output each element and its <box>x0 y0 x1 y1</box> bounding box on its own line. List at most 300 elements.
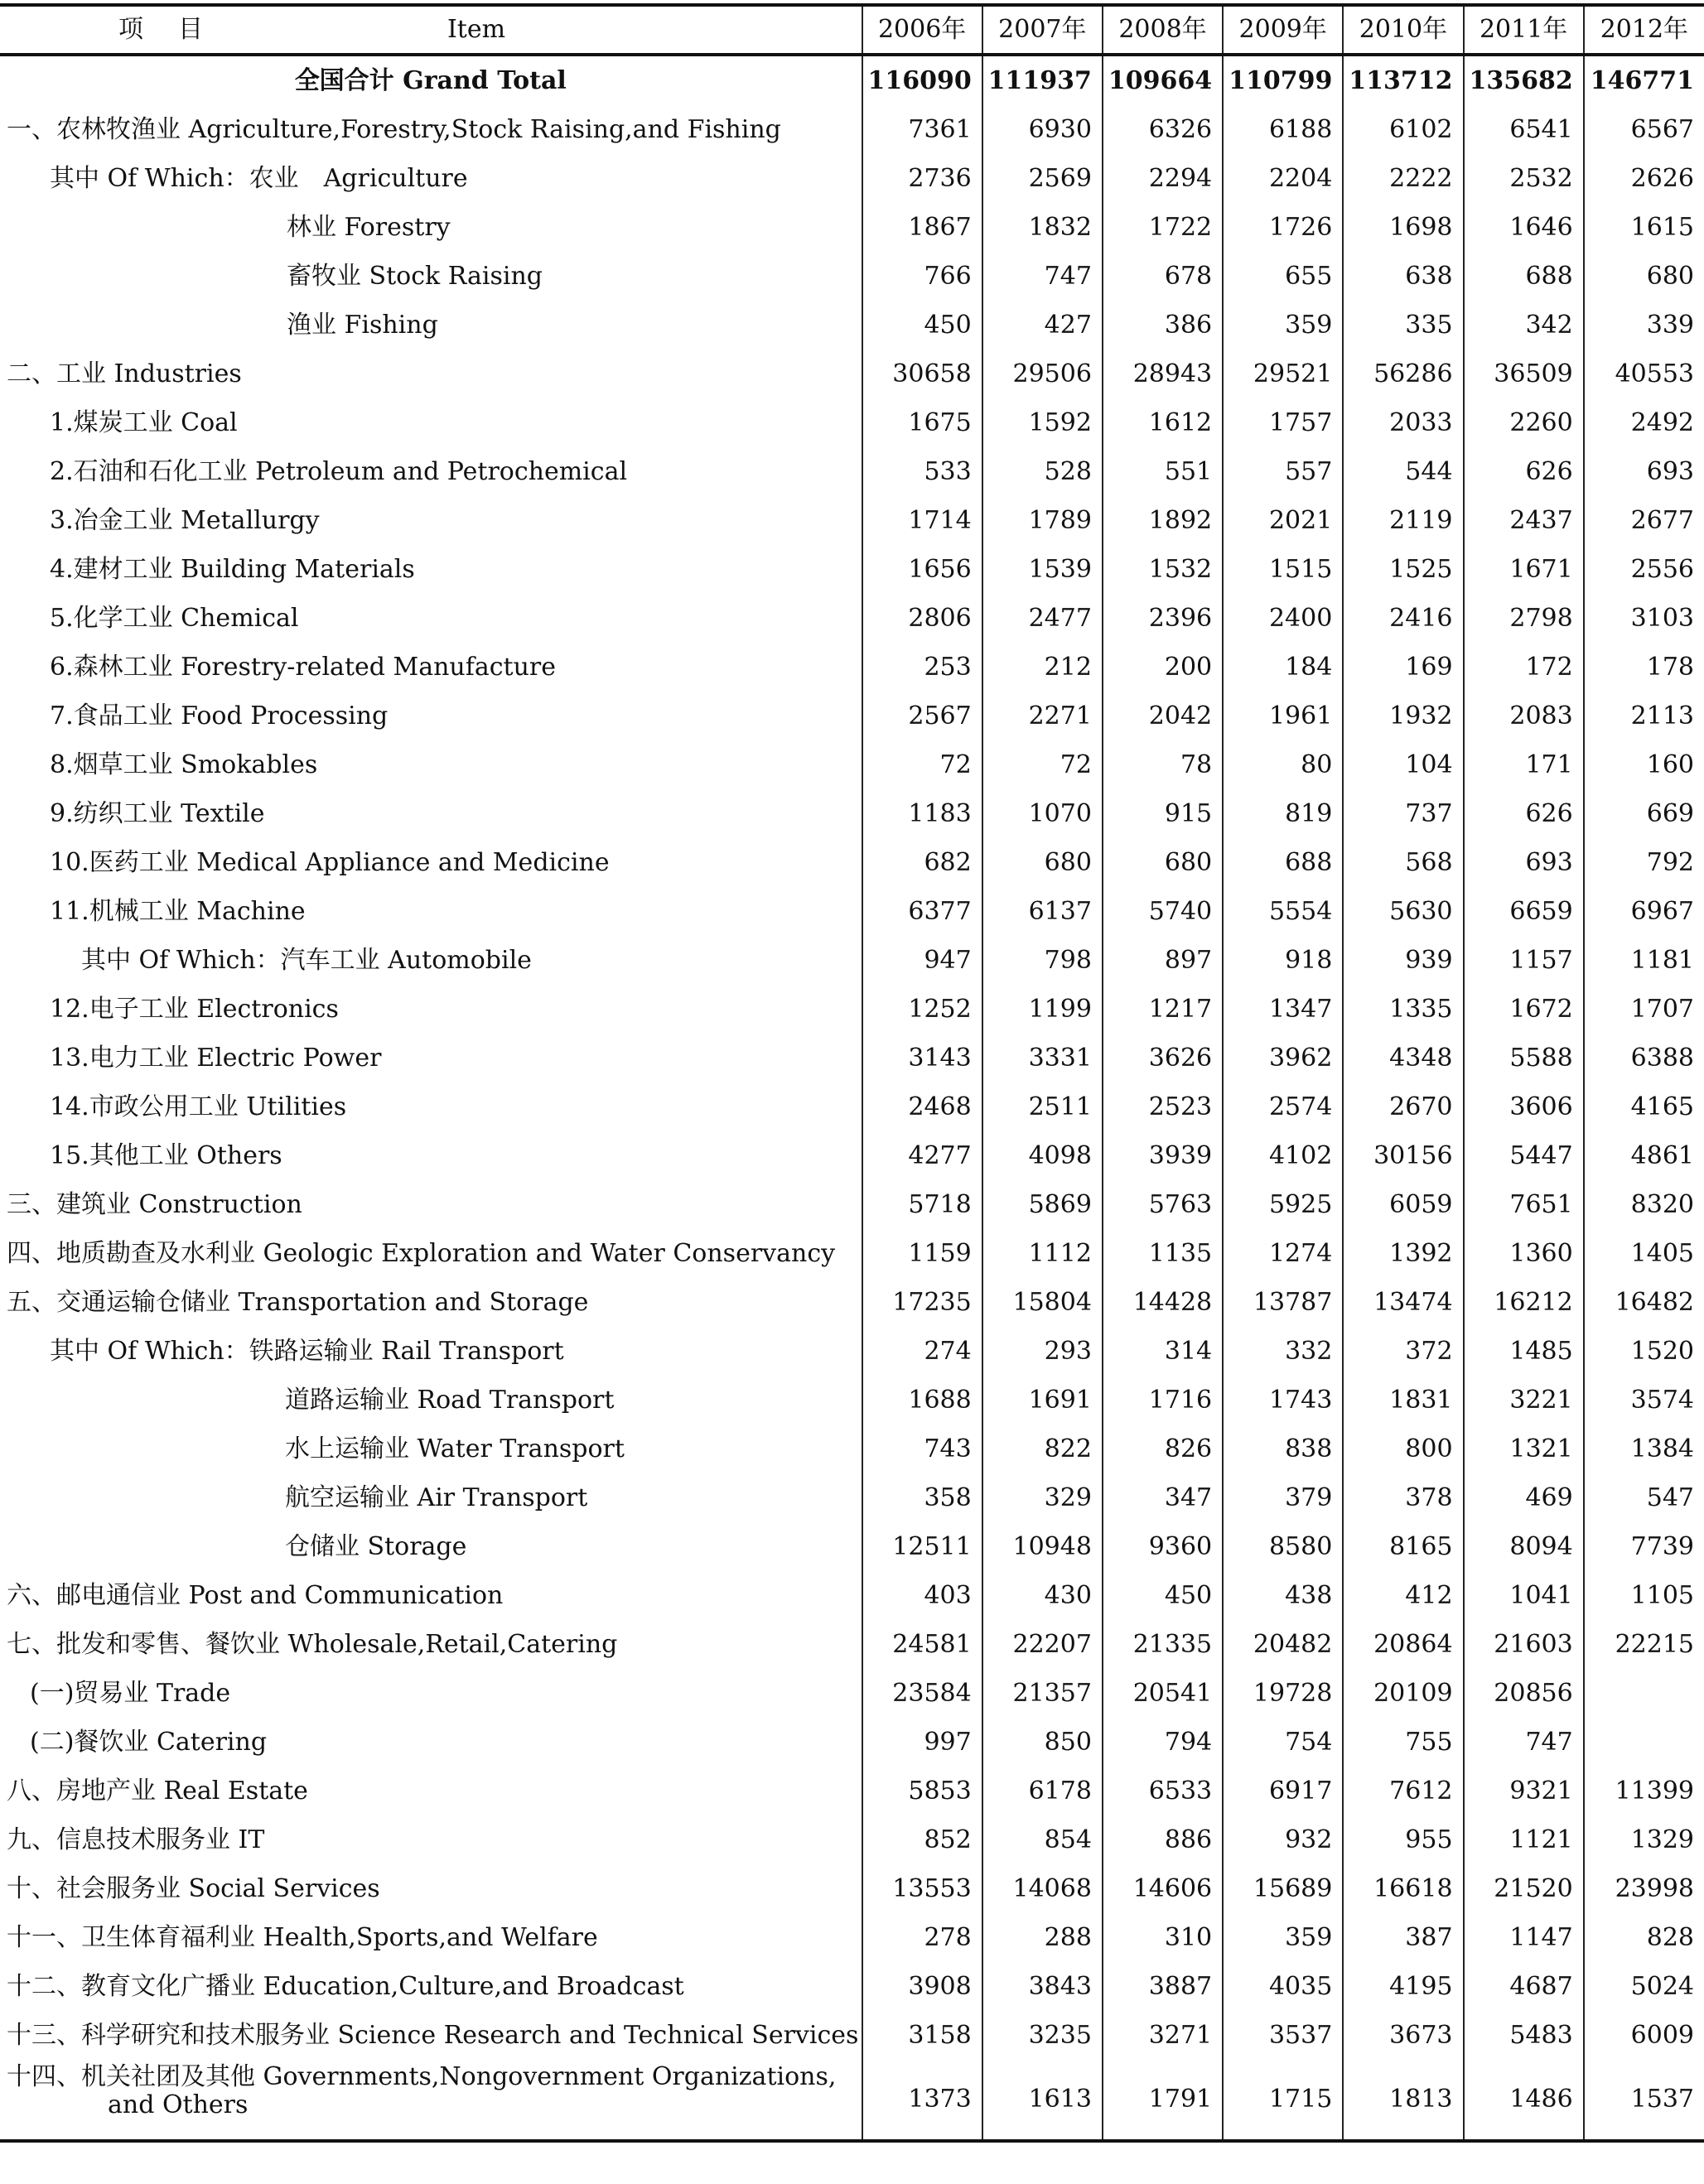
cell-value: 852 <box>862 1815 982 1864</box>
cell-value: 438 <box>1223 1571 1343 1620</box>
cell-value: 15804 <box>982 1278 1103 1327</box>
cell-value: 104 <box>1343 740 1463 789</box>
row-label <box>0 1571 862 1620</box>
cell-value: 387 <box>1343 1913 1463 1962</box>
cell-value: 932 <box>1223 1815 1343 1864</box>
cell-value: 14428 <box>1103 1278 1223 1327</box>
cell-value: 1698 <box>1343 203 1463 252</box>
cell-value: 544 <box>1343 447 1463 496</box>
cell-value: 6137 <box>982 887 1103 936</box>
cell-value: 2400 <box>1223 594 1343 643</box>
row-label-text: 7.食品工业 Food Processing <box>50 701 389 730</box>
cell-value: 5853 <box>862 1767 982 1815</box>
cell-value: 329 <box>982 1473 1103 1522</box>
cell-value: 4348 <box>1343 1034 1463 1082</box>
row-label-text: 10.医药工业 Medical Appliance and Medicine <box>50 847 610 877</box>
cell-value: 4035 <box>1223 1962 1343 2011</box>
row-label-text: (一)贸易业 Trade <box>30 1678 231 1708</box>
cell-value: 314 <box>1103 1327 1223 1376</box>
cell-value: 430 <box>982 1571 1103 1620</box>
table-row <box>0 1473 1704 1522</box>
cell-value: 9321 <box>1464 1767 1584 1815</box>
cell-value: 427 <box>982 301 1103 350</box>
row-label <box>0 55 862 105</box>
cell-value: 10948 <box>982 1522 1103 1571</box>
cell-value: 3143 <box>862 1034 982 1082</box>
cell-value: 3235 <box>982 2011 1103 2060</box>
cell-value: 6059 <box>1343 1180 1463 1229</box>
row-label-text: 1.煤炭工业 Coal <box>50 407 238 437</box>
cell-value: 2626 <box>1584 154 1704 203</box>
row-label-text: 其中 Of Which：农业 Agriculture <box>50 163 468 193</box>
cell-value: 36509 <box>1464 350 1584 398</box>
table-row <box>0 887 1704 936</box>
cell-value: 5740 <box>1103 887 1223 936</box>
cell-value: 2416 <box>1343 594 1463 643</box>
cell-value: 1112 <box>982 1229 1103 1278</box>
cell-value: 20864 <box>1343 1620 1463 1669</box>
row-label-text: 15.其他工业 Others <box>50 1140 282 1170</box>
table-row <box>0 545 1704 594</box>
table-row <box>0 1327 1704 1376</box>
cell-value: 135682 <box>1464 55 1584 105</box>
row-label <box>0 447 862 496</box>
cell-value: 1532 <box>1103 545 1223 594</box>
cell-value: 386 <box>1103 301 1223 350</box>
cell-value: 1715 <box>1223 2060 1343 2141</box>
cell-value: 680 <box>1103 838 1223 887</box>
cell-value: 755 <box>1343 1718 1463 1767</box>
cell-value: 2113 <box>1584 692 1704 740</box>
row-label <box>0 1327 862 1376</box>
cell-value: 680 <box>982 838 1103 887</box>
cell-value: 747 <box>1464 1718 1584 1767</box>
cell-value: 3939 <box>1103 1131 1223 1180</box>
table-row <box>0 154 1704 203</box>
row-label <box>0 1425 862 1473</box>
cell-value: 469 <box>1464 1473 1584 1522</box>
year-header: 2011年 <box>1464 5 1584 55</box>
cell-value: 626 <box>1464 447 1584 496</box>
cell-value: 110799 <box>1223 55 1343 105</box>
cell-value: 1867 <box>862 203 982 252</box>
cell-value: 2567 <box>862 692 982 740</box>
row-label-text: 四、地质勘查及水利业 Geologic Exploration and Water Conservancy <box>7 1238 836 1268</box>
row-label-text: (二)餐饮业 Catering <box>30 1727 268 1757</box>
cell-value: 40553 <box>1584 350 1704 398</box>
table-row <box>0 1571 1704 1620</box>
table-row <box>0 1718 1704 1767</box>
cell-value: 20109 <box>1343 1669 1463 1718</box>
table-row <box>0 1864 1704 1913</box>
cell-value: 6326 <box>1103 105 1223 154</box>
table-row <box>0 1815 1704 1864</box>
row-label-text: 九、信息技术服务业 IT <box>7 1825 265 1854</box>
cell-value: 342 <box>1464 301 1584 350</box>
table-row <box>0 1229 1704 1278</box>
cell-value: 29506 <box>982 350 1103 398</box>
row-label <box>0 1620 862 1669</box>
cell-value: 4165 <box>1584 1082 1704 1131</box>
cell-value: 897 <box>1103 936 1223 985</box>
cell-value: 2492 <box>1584 398 1704 447</box>
cell-value: 113712 <box>1343 55 1463 105</box>
cell-value: 557 <box>1223 447 1343 496</box>
row-label-continuation: and Others <box>108 2090 249 2119</box>
cell-value: 1714 <box>862 496 982 545</box>
cell-value: 6567 <box>1584 105 1704 154</box>
cell-value: 886 <box>1103 1815 1223 1864</box>
row-label-text: 水上运输业 Water Transport <box>285 1434 625 1463</box>
cell-value: 2437 <box>1464 496 1584 545</box>
cell-value: 1360 <box>1464 1229 1584 1278</box>
cell-value: 310 <box>1103 1913 1223 1962</box>
table-row <box>0 1669 1704 1718</box>
cell-value: 29521 <box>1223 350 1343 398</box>
table-row <box>0 1522 1704 1571</box>
row-label-text: 道路运输业 Road Transport <box>285 1385 615 1415</box>
table-body <box>0 55 1704 2141</box>
row-label-text: 11.机械工业 Machine <box>50 896 306 926</box>
cell-value: 1041 <box>1464 1571 1584 1620</box>
cell-value: 688 <box>1223 838 1343 887</box>
cell-value: 9360 <box>1103 1522 1223 1571</box>
table-row <box>0 1913 1704 1962</box>
cell-value: 2294 <box>1103 154 1223 203</box>
table-row <box>0 1278 1704 1327</box>
cell-value: 3606 <box>1464 1082 1584 1131</box>
cell-value: 4687 <box>1464 1962 1584 2011</box>
cell-value: 293 <box>982 1327 1103 1376</box>
cell-value: 3962 <box>1223 1034 1343 1082</box>
cell-value: 528 <box>982 447 1103 496</box>
cell-value: 5588 <box>1464 1034 1584 1082</box>
cell-value: 17235 <box>862 1278 982 1327</box>
cell-value: 1183 <box>862 789 982 838</box>
row-label <box>0 1718 862 1767</box>
year-header: 2006年 <box>862 5 982 55</box>
table-row <box>0 789 1704 838</box>
cell-value: 111937 <box>982 55 1103 105</box>
cell-value: 1743 <box>1223 1376 1343 1425</box>
row-label <box>0 838 862 887</box>
row-label-text: 七、批发和零售、餐饮业 Wholesale,Retail,Catering <box>7 1629 618 1659</box>
cell-value: 13553 <box>862 1864 982 1913</box>
cell-value: 915 <box>1103 789 1223 838</box>
cell-value: 8165 <box>1343 1522 1463 1571</box>
cell-value: 212 <box>982 643 1103 692</box>
cell-value: 172 <box>1464 643 1584 692</box>
cell-value: 2511 <box>982 1082 1103 1131</box>
cell-value: 1707 <box>1584 985 1704 1034</box>
row-label-text: 五、交通运输仓储业 Transportation and Storage <box>7 1287 589 1317</box>
cell-value: 6930 <box>982 105 1103 154</box>
cell-value: 680 <box>1584 252 1704 301</box>
item-column-header <box>0 5 862 55</box>
row-label-text: 仓储业 Storage <box>285 1531 467 1561</box>
cell-value: 5024 <box>1584 1962 1704 2011</box>
table-row <box>0 1376 1704 1425</box>
cell-value: 1613 <box>982 2060 1103 2141</box>
cell-value: 1615 <box>1584 203 1704 252</box>
table-row <box>0 301 1704 350</box>
row-label-text: 其中 Of Which：汽车工业 Automobile <box>81 945 532 975</box>
row-label <box>0 887 862 936</box>
cell-value: 1831 <box>1343 1376 1463 1425</box>
cell-value: 450 <box>1103 1571 1223 1620</box>
cell-value: 1135 <box>1103 1229 1223 1278</box>
row-label <box>0 1522 862 1571</box>
cell-value: 1486 <box>1464 2060 1584 2141</box>
cell-value: 754 <box>1223 1718 1343 1767</box>
cell-value: 2396 <box>1103 594 1223 643</box>
cell-value: 693 <box>1464 838 1584 887</box>
row-label-text: 六、邮电通信业 Post and Communication <box>7 1580 504 1610</box>
cell-value: 3843 <box>982 1962 1103 2011</box>
cell-value: 1347 <box>1223 985 1343 1034</box>
cell-value: 693 <box>1584 447 1704 496</box>
table-row <box>0 2060 1704 2141</box>
row-label-text: 12.电子工业 Electronics <box>50 994 339 1024</box>
cell-value: 822 <box>982 1425 1103 1473</box>
table-row <box>0 1425 1704 1473</box>
table-row <box>0 105 1704 154</box>
cell-value: 2042 <box>1103 692 1223 740</box>
cell-value: 1335 <box>1343 985 1463 1034</box>
row-label <box>0 105 862 154</box>
cell-value: 947 <box>862 936 982 985</box>
row-label <box>0 1473 862 1522</box>
cell-value: 5718 <box>862 1180 982 1229</box>
cell-value: 688 <box>1464 252 1584 301</box>
row-label-text: 2.石油和石化工业 Petroleum and Petrochemical <box>50 456 628 486</box>
cell-value: 1392 <box>1343 1229 1463 1278</box>
table-row <box>0 398 1704 447</box>
cell-value: 358 <box>862 1473 982 1522</box>
year-header: 2012年 <box>1584 5 1704 55</box>
cell-value: 737 <box>1343 789 1463 838</box>
cell-value: 1274 <box>1223 1229 1343 1278</box>
cell-value: 2798 <box>1464 594 1584 643</box>
row-label <box>0 350 862 398</box>
row-label <box>0 301 862 350</box>
cell-value: 450 <box>862 301 982 350</box>
row-label-text: 4.建材工业 Building Materials <box>50 554 415 584</box>
cell-value: 109664 <box>1103 55 1223 105</box>
cell-value: 6967 <box>1584 887 1704 936</box>
year-header: 2007年 <box>982 5 1103 55</box>
cell-value: 6533 <box>1103 1767 1223 1815</box>
cell-value: 743 <box>862 1425 982 1473</box>
cell-value: 1726 <box>1223 203 1343 252</box>
cell-value: 21357 <box>982 1669 1103 1718</box>
cell-value: 1671 <box>1464 545 1584 594</box>
cell-value: 7739 <box>1584 1522 1704 1571</box>
cell-value: 6178 <box>982 1767 1103 1815</box>
cell-value: 16618 <box>1343 1864 1463 1913</box>
row-label <box>0 398 862 447</box>
year-header: 2010年 <box>1343 5 1463 55</box>
cell-value: 20541 <box>1103 1669 1223 1718</box>
cell-value: 533 <box>862 447 982 496</box>
cell-value: 800 <box>1343 1425 1463 1473</box>
row-label-text: 渔业 Fishing <box>287 310 438 340</box>
cell-value: 6377 <box>862 887 982 936</box>
cell-value: 2736 <box>862 154 982 203</box>
cell-value: 171 <box>1464 740 1584 789</box>
cell-value: 2260 <box>1464 398 1584 447</box>
cell-value: 3103 <box>1584 594 1704 643</box>
cell-value: 1592 <box>982 398 1103 447</box>
cell-value: 2806 <box>862 594 982 643</box>
row-label <box>0 1034 862 1082</box>
cell-value: 5447 <box>1464 1131 1584 1180</box>
cell-value <box>1584 1669 1704 1718</box>
cell-value: 22207 <box>982 1620 1103 1669</box>
cell-value: 4277 <box>862 1131 982 1180</box>
cell-value: 1405 <box>1584 1229 1704 1278</box>
cell-value: 1485 <box>1464 1327 1584 1376</box>
cell-value: 1691 <box>982 1376 1103 1425</box>
cell-value: 5869 <box>982 1180 1103 1229</box>
table-row <box>0 2011 1704 2060</box>
cell-value: 655 <box>1223 252 1343 301</box>
cell-value: 332 <box>1223 1327 1343 1376</box>
cell-value: 5763 <box>1103 1180 1223 1229</box>
cell-value: 4098 <box>982 1131 1103 1180</box>
table-row <box>0 350 1704 398</box>
cell-value: 838 <box>1223 1425 1343 1473</box>
cell-value: 1070 <box>982 789 1103 838</box>
cell-value: 1159 <box>862 1229 982 1278</box>
cell-value: 339 <box>1584 301 1704 350</box>
cell-value: 1791 <box>1103 2060 1223 2141</box>
row-label <box>0 1767 862 1815</box>
cell-value: 551 <box>1103 447 1223 496</box>
cell-value: 3574 <box>1584 1376 1704 1425</box>
cell-value: 2677 <box>1584 496 1704 545</box>
row-label <box>0 1669 862 1718</box>
table-row <box>0 594 1704 643</box>
row-label-text: 一、农林牧渔业 Agriculture,Forestry,Stock Raising,and Fishing <box>7 114 781 144</box>
cell-value: 766 <box>862 252 982 301</box>
cell-value: 2222 <box>1343 154 1463 203</box>
row-label <box>0 1962 862 2011</box>
cell-value: 278 <box>862 1913 982 1962</box>
row-label <box>0 1082 862 1131</box>
row-label-text: 十四、机关社团及其他 Governments,Nongovernment Organizations, <box>7 2062 837 2091</box>
cell-value: 1675 <box>862 398 982 447</box>
cell-value: 4102 <box>1223 1131 1343 1180</box>
table-row <box>0 1620 1704 1669</box>
cell-value: 2033 <box>1343 398 1463 447</box>
cell-value: 412 <box>1343 1571 1463 1620</box>
row-label <box>0 643 862 692</box>
cell-value: 169 <box>1343 643 1463 692</box>
cell-value: 638 <box>1343 252 1463 301</box>
row-label <box>0 1229 862 1278</box>
cell-value: 819 <box>1223 789 1343 838</box>
row-label <box>0 1376 862 1425</box>
grand-total-row <box>0 55 1704 105</box>
row-label-text: 十三、科学研究和技术服务业 Science Research and Technical Services <box>7 2020 859 2050</box>
cell-value: 1789 <box>982 496 1103 545</box>
cell-value: 3626 <box>1103 1034 1223 1082</box>
row-label-text: 9.纺织工业 Textile <box>50 798 265 828</box>
item-header-en: Item <box>447 15 506 44</box>
cell-value: 13474 <box>1343 1278 1463 1327</box>
table-row <box>0 203 1704 252</box>
table-row <box>0 740 1704 789</box>
row-label-text: 畜牧业 Stock Raising <box>287 261 543 291</box>
row-label <box>0 594 862 643</box>
cell-value: 30156 <box>1343 1131 1463 1180</box>
cell-value: 378 <box>1343 1473 1463 1522</box>
table-row <box>0 838 1704 887</box>
year-header: 2008年 <box>1103 5 1223 55</box>
cell-value: 798 <box>982 936 1103 985</box>
cell-value: 850 <box>982 1718 1103 1767</box>
cell-value: 3221 <box>1464 1376 1584 1425</box>
cell-value: 669 <box>1584 789 1704 838</box>
table-row <box>0 252 1704 301</box>
cell-value: 19728 <box>1223 1669 1343 1718</box>
row-label <box>0 1913 862 1962</box>
cell-value: 78 <box>1103 740 1223 789</box>
cell-value: 7612 <box>1343 1767 1463 1815</box>
cell-value: 403 <box>862 1571 982 1620</box>
cell-value: 6917 <box>1223 1767 1343 1815</box>
cell-value: 4861 <box>1584 1131 1704 1180</box>
cell-value <box>1584 1718 1704 1767</box>
cell-value: 682 <box>862 838 982 887</box>
cell-value: 1520 <box>1584 1327 1704 1376</box>
cell-value: 8580 <box>1223 1522 1343 1571</box>
cell-value: 1612 <box>1103 398 1223 447</box>
cell-value: 1121 <box>1464 1815 1584 1864</box>
cell-value: 7651 <box>1464 1180 1584 1229</box>
cell-value: 1321 <box>1464 1425 1584 1473</box>
cell-value: 1157 <box>1464 936 1584 985</box>
cell-value: 1656 <box>862 545 982 594</box>
cell-value: 2119 <box>1343 496 1463 545</box>
cell-value: 72 <box>982 740 1103 789</box>
cell-value: 1537 <box>1584 2060 1704 2141</box>
cell-value: 347 <box>1103 1473 1223 1522</box>
row-label <box>0 2060 862 2141</box>
statistics-table <box>0 3 1704 2143</box>
item-header-zh: 项目 <box>118 15 238 44</box>
table-row <box>0 1180 1704 1229</box>
cell-value: 8094 <box>1464 1522 1584 1571</box>
cell-value: 6009 <box>1584 2011 1704 2060</box>
cell-value: 6659 <box>1464 887 1584 936</box>
row-label-text: 5.化学工业 Chemical <box>50 603 299 633</box>
cell-value: 1716 <box>1103 1376 1223 1425</box>
row-label <box>0 1131 862 1180</box>
cell-value: 828 <box>1584 1913 1704 1962</box>
cell-value: 178 <box>1584 643 1704 692</box>
cell-value: 6188 <box>1223 105 1343 154</box>
year-header: 2009年 <box>1223 5 1343 55</box>
row-label <box>0 1815 862 1864</box>
cell-value: 2021 <box>1223 496 1343 545</box>
cell-value: 20482 <box>1223 1620 1343 1669</box>
cell-value: 4195 <box>1343 1962 1463 2011</box>
cell-value: 747 <box>982 252 1103 301</box>
row-label-text: 三、建筑业 Construction <box>7 1189 302 1219</box>
cell-value: 160 <box>1584 740 1704 789</box>
